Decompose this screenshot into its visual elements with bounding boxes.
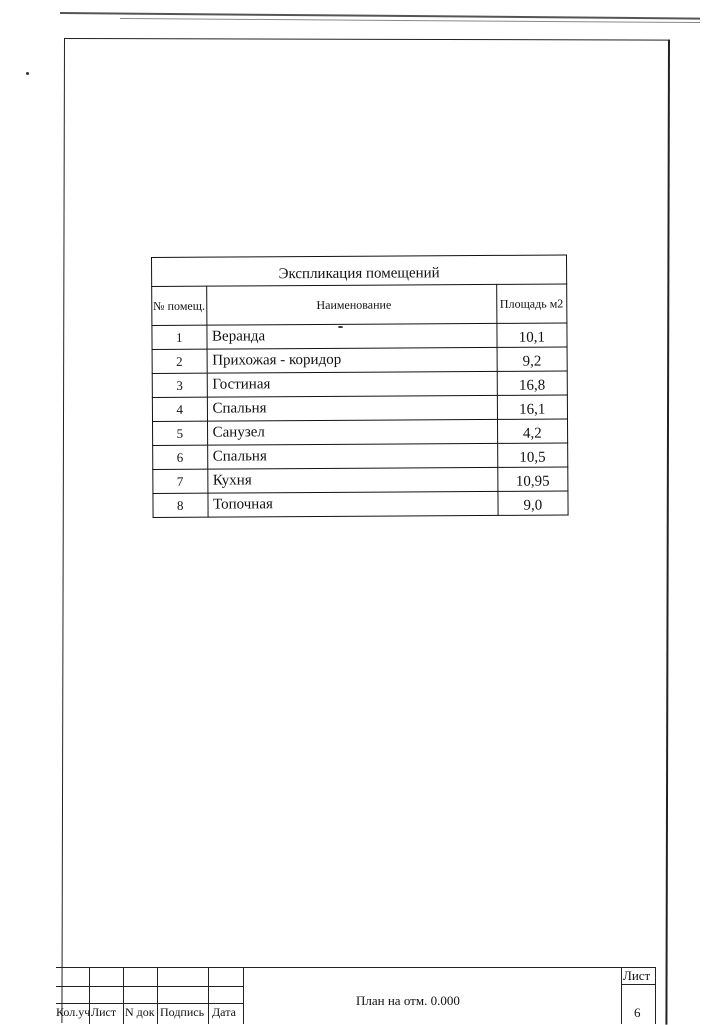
table-row [152, 395, 567, 422]
document-title: План на отм. 0.000 [356, 993, 460, 1008]
title-block [56, 967, 656, 1024]
room-name: Прихожая - коридор [207, 347, 497, 373]
room-area: 9,2 [497, 347, 568, 371]
table-row [153, 419, 568, 446]
header-area: Площадь м2 [496, 284, 567, 323]
room-number: 8 [153, 493, 208, 517]
scan-speck [26, 72, 29, 75]
column-label-doc: N док [125, 1005, 155, 1019]
room-number: 3 [152, 373, 207, 397]
table-row [153, 467, 568, 494]
table-row [153, 443, 568, 470]
room-number: 7 [153, 469, 208, 493]
room-area: 4,2 [497, 419, 568, 443]
room-name: Веранда [206, 323, 496, 349]
sheet-label: Лист [623, 968, 651, 983]
explication-header-row [152, 284, 567, 326]
room-name: Кухня [207, 467, 497, 493]
room-area: 10,95 [497, 467, 568, 491]
room-area: 10,1 [497, 323, 568, 347]
room-number: 4 [152, 397, 207, 421]
room-name: Гостиная [207, 371, 497, 397]
room-name: Спальня [207, 395, 497, 421]
explication-table [151, 254, 569, 518]
room-number: 5 [153, 421, 208, 445]
room-name: Санузел [207, 419, 497, 445]
room-area: 10,5 [497, 443, 568, 467]
sheet-number: 6 [634, 1005, 641, 1020]
column-label-sheet: Лист [91, 1005, 117, 1019]
drawing-frame [61, 38, 670, 1025]
room-area: 16,8 [497, 371, 568, 395]
room-number: 6 [153, 445, 208, 469]
column-label-qty: Кол.уч [56, 1005, 91, 1019]
table-row [152, 323, 567, 350]
room-number: 1 [152, 325, 207, 349]
room-name: Топочная [207, 491, 497, 517]
explication-title: Экспликация помещений [152, 255, 567, 287]
table-row [152, 347, 567, 374]
header-name: Наименование [206, 284, 496, 325]
room-area: 16,1 [497, 395, 568, 419]
room-name: Спальня [207, 443, 497, 469]
header-number: № помещ. [152, 286, 207, 325]
room-number: 2 [152, 349, 207, 373]
column-label-signature: Подпись [160, 1005, 205, 1019]
table-row [153, 491, 568, 518]
room-area: 9,0 [498, 491, 569, 515]
column-label-date: Дата [212, 1005, 236, 1019]
table-row [152, 371, 567, 398]
